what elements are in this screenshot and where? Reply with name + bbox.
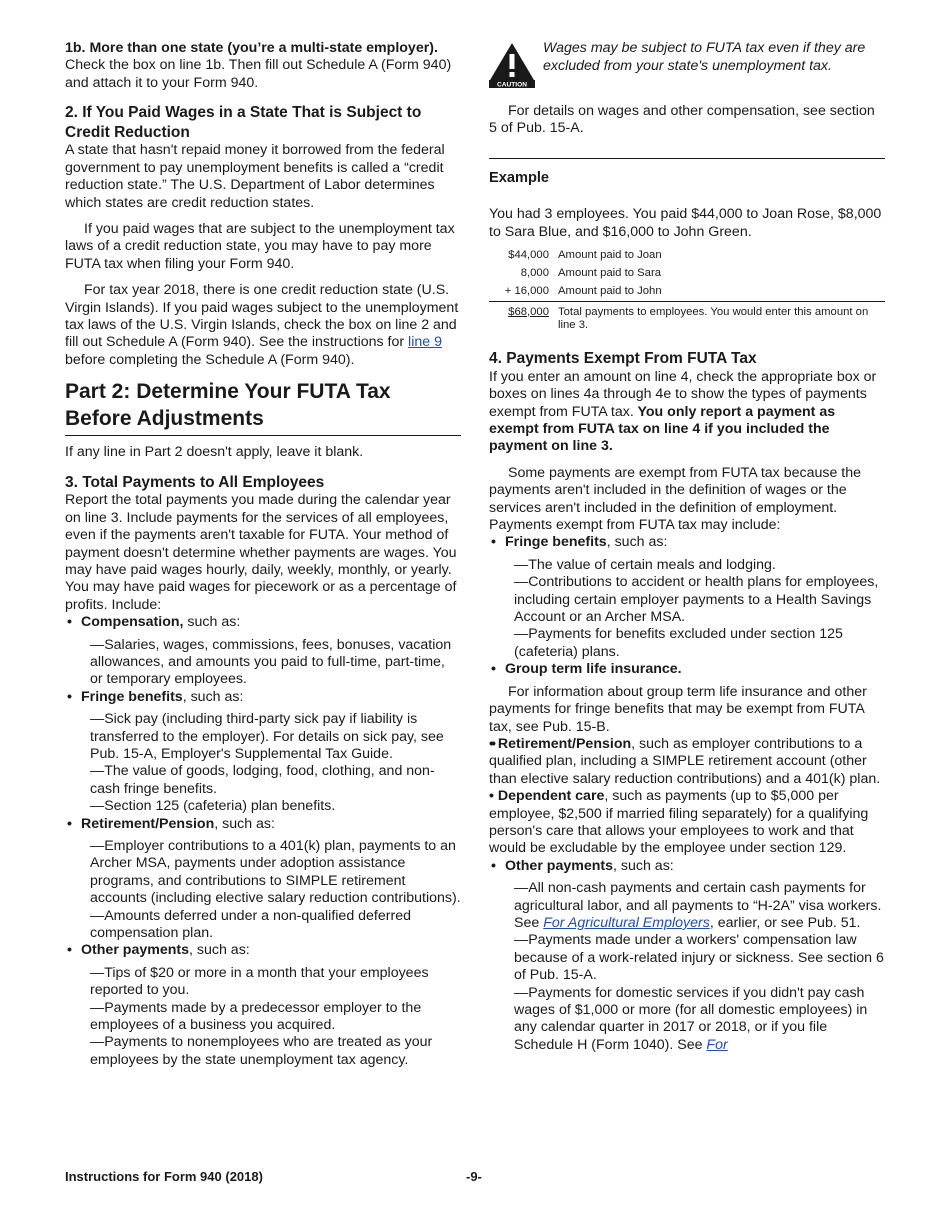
exempt-other-item-2: —Payments made under a workers' compensation law because of a work-related injury or sickness. See section 6 of Pub. 15-A. bbox=[514, 932, 884, 984]
exempt-other-item-3 bbox=[489, 985, 885, 1055]
caution-box bbox=[489, 40, 885, 88]
bullet-dot: • bbox=[489, 735, 494, 752]
section-2-paragraph-3 bbox=[65, 282, 461, 369]
exempt-fringe-rest: , such as: bbox=[606, 534, 668, 551]
section-4-heading: 4. Payments Exempt From FUTA Tax bbox=[489, 350, 757, 368]
section-4-paragraph-1 bbox=[489, 369, 885, 456]
group-term-paragraph: For information about group term life insurance and other payments for fringe benefits that may be exempt from FUTA tax, see Pub. 15-B. bbox=[489, 683, 867, 735]
exempt-other-label: Other payments bbox=[505, 857, 614, 874]
section-4-paragraph-1-text: If you enter an amount on line 4, check the appropriate box or boxes on lines 4a through 4e to show the types of payments exempt from FUTA tax. bbox=[489, 368, 877, 420]
left-column bbox=[65, 40, 461, 1069]
footer-form-title: Instructions for Form 940 (2018) bbox=[65, 1169, 263, 1184]
exempt-bullet-fringe-benefits bbox=[489, 534, 885, 551]
bullet-retirement-label: Retirement/Pension bbox=[81, 815, 215, 832]
bullet-fringe-benefits-label: Fringe benefits bbox=[81, 688, 183, 705]
exempt-other-item-1-text-a: —All non-cash payments and certain cash payments for agricultural labor, and all payments to “H-2A” visa workers. See bbox=[514, 880, 882, 931]
example-text: You had 3 employees. You paid $44,000 to Joan Rose, $8,000 to Sara Blue, and $16,000 to John Green. bbox=[489, 206, 882, 240]
part-2-note: If any line in Part 2 doesn't apply, leave it blank. bbox=[65, 444, 364, 461]
example-row bbox=[489, 283, 885, 302]
example-row bbox=[489, 265, 885, 283]
exempt-other-rest: , such as: bbox=[613, 857, 674, 874]
example-desc: Amount paid to Joan bbox=[558, 249, 662, 262]
part-2-heading: Part 2: Determine Your FUTA Tax Before Adjustments bbox=[65, 378, 461, 436]
exempt-bullet-retirement bbox=[489, 736, 885, 788]
exempt-other-item-3-text: —Payments for domestic services if you didn't pay cash wages of $1,000 or more (for all domestic employees) in any calendar quarter in 2017 or 2018, or if you file Schedule H (Form 1040). See bbox=[514, 984, 868, 1053]
exempt-other-item-1-text-b: , earlier, or see Pub. 51. bbox=[709, 914, 861, 931]
example-amount: 8,000 bbox=[520, 267, 549, 280]
caution-icon bbox=[489, 42, 535, 88]
fringe-item-2: —The value of goods, lodging, food, clothing, and non-cash fringe benefits. bbox=[90, 763, 435, 797]
retirement-item-1: —Employer contributions to a 401(k) plan, payments to an Archer MSA, payments under adoption assistance programs, and contributions to SIMPLE retirement accounts (including elective salary reduction contributions). bbox=[90, 838, 461, 907]
line-9-link[interactable]: line 9 bbox=[408, 334, 442, 351]
section-1b-title: 1b. More than one state (you’re a multi-state employer). bbox=[65, 40, 438, 56]
section-4-paragraph-2: Some payments are exempt from FUTA tax because the payments aren't included in the definition of wages or the services aren't included in the definition of employment. Payments exempt from FUTA tax may include: bbox=[489, 464, 862, 534]
details-paragraph: For details on wages and other compensation, see section 5 of Pub. 15-A. bbox=[489, 103, 875, 137]
bullet-other-payments-rest: , such as: bbox=[189, 942, 250, 959]
section-2-heading: 2. If You Paid Wages in a State That is Subject to Credit Reduction bbox=[65, 104, 422, 141]
bullet-fringe-benefits bbox=[65, 689, 461, 706]
example-amount: $44,000 bbox=[508, 249, 549, 262]
right-column bbox=[489, 40, 885, 1054]
exempt-other-item-1 bbox=[489, 880, 885, 932]
exempt-bullet-dependent-care bbox=[489, 788, 885, 858]
section-4-paragraph-1-bold: You only report a payment as exempt from FUTA tax on line 4 if you included the payment on line 3. bbox=[489, 403, 836, 455]
section-2-paragraph-2: If you paid wages that are subject to the unemployment tax laws of a credit reduction state, you may have to pay more FUTA tax when filing your Form 940. bbox=[65, 221, 455, 272]
footer-page-number: -9- bbox=[466, 1169, 482, 1184]
exempt-bullet-other-payments bbox=[489, 858, 885, 875]
example-desc: Amount paid to John bbox=[558, 284, 662, 297]
retirement-item-2: —Amounts deferred under a non-qualified deferred compensation plan. bbox=[90, 907, 411, 942]
section-3-heading: 3. Total Payments to All Employees bbox=[65, 473, 325, 491]
bullet-retirement-rest: , such as: bbox=[214, 815, 275, 832]
example-total-row bbox=[489, 302, 885, 336]
exempt-fringe-label: Fringe benefits bbox=[505, 534, 607, 551]
example-total-amount: $68,000 bbox=[508, 305, 549, 318]
fringe-item-1: —Sick pay (including third-party sick pay if liability is transferred to the employer). For details on sick pay, see Pub. 15-A, Employer's Supplemental Tax Guide. bbox=[90, 711, 444, 762]
bullet-fringe-benefits-rest: , such as: bbox=[182, 688, 244, 705]
bullet-dot: • bbox=[489, 788, 494, 805]
other-item-1: —Tips of $20 or more in a month that your employees reported to you. bbox=[90, 964, 429, 999]
bullet-compensation-label: Compensation, bbox=[81, 614, 184, 631]
exempt-retirement-rest: , such as employer contributions to a qualified plan, including a SIMPLE retirement account (other than elective salary reduction contributions) and a 401(k) plan. bbox=[489, 735, 881, 787]
section-1b-text: Check the box on line 1b. Then fill out Schedule A (Form 940) and attach it to your Form 940. bbox=[65, 57, 452, 91]
bullet-retirement-pension bbox=[65, 816, 461, 833]
exempt-retirement-label: Retirement/Pension bbox=[497, 735, 632, 752]
exempt-fringe-item-2: —Contributions to accident or health plans for employees, including certain employer payments to a Health Savings Account or an Archer MSA. bbox=[514, 574, 879, 626]
example-divider bbox=[489, 158, 885, 159]
example-table bbox=[489, 247, 885, 335]
section-2-paragraph-3-text-b: before completing the Schedule A (Form 940). bbox=[65, 351, 355, 368]
section-2-paragraph-3-text-a: For tax year 2018, there is one credit reduction state (U.S. Virgin Islands). If you paid wages subject to the unemployment tax laws of the U.S. Virgin Islands, check the box on line 2 and fill out Schedule A (Form 940). See the instructions for bbox=[65, 282, 459, 351]
section-3-paragraph: Report the total payments you made during the calendar year on line 3. Include payments for the services of all employees, even if the payments aren't taxable for FUTA. Your method of payment doesn't determine whether payments are wages. You may have paid wages hourly, daily, weekly, monthly, or yearly. You may have paid wages for piecework or as a percentage of profits. Include: bbox=[65, 492, 457, 613]
compensation-item-1: —Salaries, wages, commissions, fees, bonuses, vacation allowances, and amounts you paid to full-time, part-time, or temporary employees. bbox=[90, 636, 452, 688]
section-1b bbox=[65, 40, 461, 92]
example-total-desc: Total payments to employees. You would enter this amount on line 3. bbox=[558, 305, 869, 332]
for-link[interactable]: For bbox=[706, 1036, 728, 1053]
bullet-compensation bbox=[65, 614, 461, 631]
exempt-dependent-care-rest: , such as payments (up to $5,000 per employee, $2,500 if married filing separately) for a qualifying person's care that allows your employees to work and that would be excludable by the employee under section 129. bbox=[489, 788, 869, 857]
bullet-other-payments bbox=[65, 942, 461, 959]
bullet-other-payments-label: Other payments bbox=[81, 942, 190, 959]
exempt-dependent-care-label: Dependent care bbox=[497, 788, 605, 805]
exempt-group-term-label: Group term life insurance. bbox=[505, 661, 682, 678]
exempt-fringe-item-1: —The value of certain meals and lodging. bbox=[514, 556, 776, 573]
exempt-bullet-group-term-life bbox=[489, 661, 885, 678]
bullet-compensation-rest: such as: bbox=[183, 614, 241, 631]
other-item-2: —Payments made by a predecessor employer to the employees of a business you acquired. bbox=[90, 999, 422, 1034]
section-2-paragraph-1: A state that hasn't repaid money it borrowed from the federal government to pay unemployment benefits is called a “credit reduction state.” The U.S. Department of Labor determines which states are credit reduction states. bbox=[65, 142, 445, 211]
example-desc: Amount paid to Sara bbox=[558, 267, 661, 280]
example-row bbox=[489, 247, 885, 265]
other-item-3: —Payments to nonemployees who are treated as your employees by the state unemployment tax agency. bbox=[90, 1034, 433, 1068]
caution-text: Wages may be subject to FUTA tax even if they are excluded from your state's unemployment tax. bbox=[543, 40, 866, 74]
caution-label: CAUTION bbox=[496, 81, 528, 88]
exempt-fringe-item-3: —Payments for benefits excluded under section 125 (cafeteria) plans. bbox=[514, 626, 843, 660]
fringe-item-3: —Section 125 (cafeteria) plan benefits. bbox=[90, 798, 336, 815]
agricultural-employers-link[interactable]: For Agricultural Employers bbox=[543, 914, 710, 931]
example-heading: Example bbox=[489, 169, 550, 186]
example-amount: + 16,000 bbox=[504, 284, 549, 297]
